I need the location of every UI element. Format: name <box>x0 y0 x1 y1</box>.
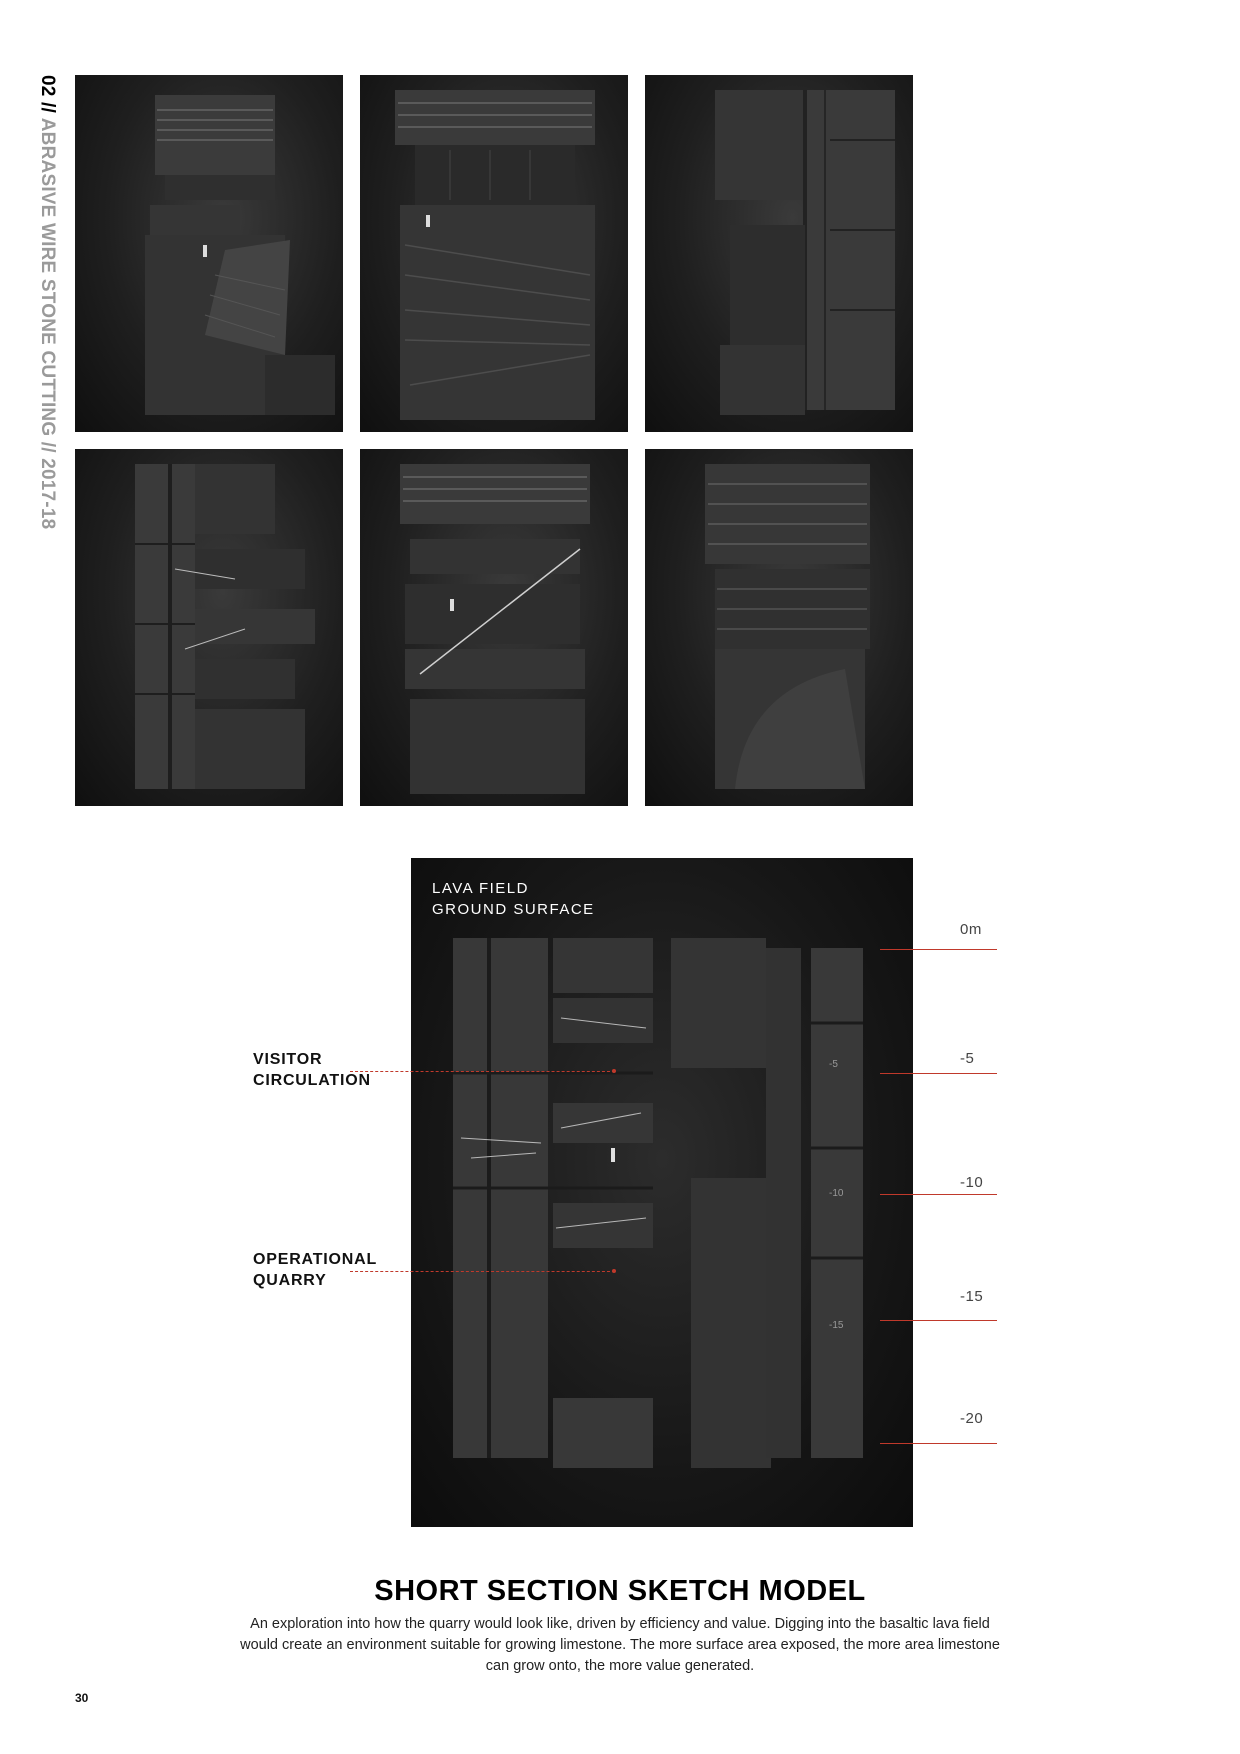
depth-label-0m: 0m <box>960 921 982 938</box>
model-photo-1 <box>75 75 343 432</box>
depth-line-15 <box>880 1320 997 1321</box>
section-number: 02 // <box>37 75 58 113</box>
engraved-mark-10: -10 <box>829 1188 844 1199</box>
depth-label-15: -15 <box>960 1288 984 1305</box>
section-description: An exploration into how the quarry would look like, driven by efficiency and value. Digging into the basaltic lava field would create an environment suitable for growing limestone. The more surface area exposed, the more area limestone can grow onto, the more value generated. <box>240 1616 1000 1674</box>
section-title: ABRASIVE WIRE STONE CUTTING // 2017-18 <box>37 112 58 530</box>
annotation-line-2: QUARRY <box>253 1272 327 1289</box>
depth-line-10 <box>880 1194 997 1195</box>
caption-line-2: GROUND SURFACE <box>432 901 595 918</box>
model-photo-3 <box>645 75 913 432</box>
leader-line-visitor <box>350 1071 615 1072</box>
leader-dot-quarry <box>612 1269 616 1273</box>
depth-label-20: -20 <box>960 1410 984 1427</box>
model-photo-2 <box>360 75 628 432</box>
depth-line-0m <box>880 949 997 950</box>
leader-dot-visitor <box>612 1069 616 1073</box>
leader-line-quarry <box>350 1271 615 1272</box>
depth-line-5 <box>880 1073 997 1074</box>
annotation-line-1: VISITOR <box>253 1051 323 1068</box>
engraved-mark-5: -5 <box>829 1059 838 1070</box>
page-number: 30 <box>75 1691 89 1705</box>
vertical-section-header <box>38 75 57 529</box>
annotation-operational-quarry <box>253 1249 377 1291</box>
annotation-line-2: CIRCULATION <box>253 1072 371 1089</box>
caption-line-1: LAVA FIELD <box>432 880 529 897</box>
depth-line-20 <box>880 1443 997 1444</box>
model-photo-6 <box>645 449 913 806</box>
section-heading: SHORT SECTION SKETCH MODEL <box>374 1575 866 1607</box>
engraved-mark-15: -15 <box>829 1320 844 1331</box>
annotation-visitor-circulation <box>253 1049 371 1091</box>
depth-label-10: -10 <box>960 1174 984 1191</box>
section-model-photo <box>411 858 913 1527</box>
depth-label-5: -5 <box>960 1050 975 1067</box>
model-photo-4 <box>75 449 343 806</box>
model-photo-5 <box>360 449 628 806</box>
annotation-line-1: OPERATIONAL <box>253 1251 378 1268</box>
photo-caption <box>432 878 595 920</box>
